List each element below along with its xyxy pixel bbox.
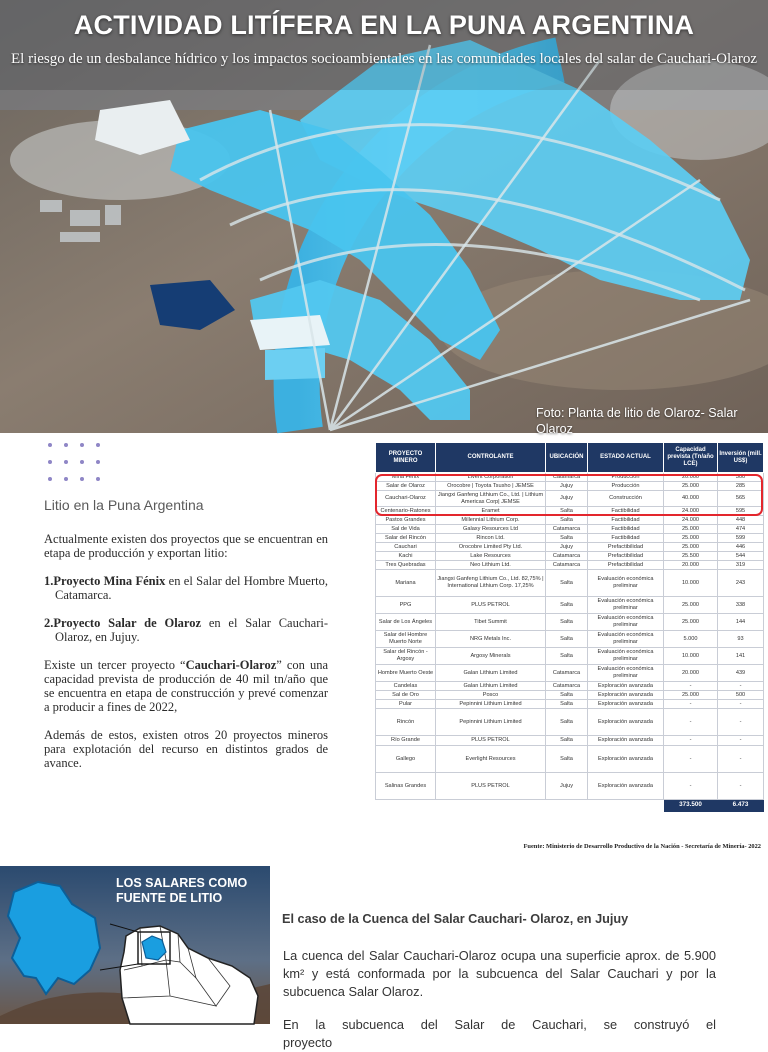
table-cell: Construcción xyxy=(588,491,664,507)
table-row xyxy=(376,736,764,746)
table-cell: 474 xyxy=(718,525,764,534)
table-cell: Tibet Summit xyxy=(436,614,546,631)
lithium-projects-table xyxy=(375,442,764,812)
table-cell: Galan Lithium Limited xyxy=(436,665,546,682)
table-cell: 319 xyxy=(718,561,764,570)
table-body xyxy=(376,473,764,800)
project-item-1 xyxy=(44,574,328,602)
project-item-1-location: en el Salar del Hombre Muerto, Catamarca. xyxy=(55,574,328,602)
table-cell: - xyxy=(718,700,764,709)
table-cell: - xyxy=(718,736,764,746)
table-cell: 565 xyxy=(718,491,764,507)
table-row xyxy=(376,570,764,597)
column-header: Capacidad prevista (Tn/año LCE) xyxy=(664,443,718,473)
table-cell: 144 xyxy=(718,614,764,631)
page-subtitle: El riesgo de un desbalance hídrico y los impactos socioambientales en las comunidades locales del salar de Cauchari-Olaroz xyxy=(11,51,757,67)
table-cell: Orocobre Limited Pty Ltd. xyxy=(436,543,546,552)
table-cell: 93 xyxy=(718,631,764,648)
page-title: ACTIVIDAD LITÍFERA EN LA PUNA ARGENTINA xyxy=(73,10,695,40)
table-cell: 141 xyxy=(718,648,764,665)
table-cell: Sal de Vida xyxy=(376,525,436,534)
column-header: PROYECTO MINERO xyxy=(376,443,436,473)
table-cell: PLUS PETROL xyxy=(436,736,546,746)
table-cell: Evaluación económica preliminar xyxy=(588,631,664,648)
table-cell: Salta xyxy=(546,614,588,631)
table-cell: Eramet xyxy=(436,507,546,516)
case-paragraph-1: La cuenca del Salar Cauchari-Olaroz ocupa una superficie aprox. de 5.900 km² y está conformada por la subcuenca del Salar Cauchari y por la subcuenca Salar Olaroz. xyxy=(283,948,716,999)
table-cell: Salta xyxy=(546,736,588,746)
decorative-dots-icon xyxy=(48,443,104,483)
table-cell: - xyxy=(718,773,764,800)
table-row xyxy=(376,648,764,665)
table-cell: 25.000 xyxy=(664,691,718,700)
table-cell: 25.000 xyxy=(664,525,718,534)
project-item-2-location: en el Salar Cauchari-Olaroz, en Jujuy. xyxy=(55,616,328,644)
table-cell: Salta xyxy=(546,648,588,665)
third-project-text-a: Existe un tercer proyecto “ xyxy=(44,658,186,672)
table-cell: Centenario-Ratones xyxy=(376,507,436,516)
table-cell: Lake Resources xyxy=(436,552,546,561)
table-cell: 24.000 xyxy=(664,516,718,525)
table-cell: Evaluación económica preliminar xyxy=(588,597,664,614)
table-cell: Exploración avanzada xyxy=(588,682,664,691)
table-cell: 285 xyxy=(718,482,764,491)
table-cell: 544 xyxy=(718,552,764,561)
table-cell: 448 xyxy=(718,516,764,525)
table-cell: Salar de Los Ángeles xyxy=(376,614,436,631)
table-cell: Salar de Olaroz xyxy=(376,482,436,491)
table-cell: - xyxy=(664,682,718,691)
other-projects-paragraph: Además de estos, existen otros 20 proyectos mineros para explotación del recurso en distintos grados de avance. xyxy=(44,728,328,770)
table-cell: Jiangxi Ganfeng Lithium Co., Ltd. | Lithium Americas Corp| JEMSE xyxy=(436,491,546,507)
table-cell: 446 xyxy=(718,543,764,552)
table-cell: Factibilidad xyxy=(588,534,664,543)
table-cell: 10.000 xyxy=(664,648,718,665)
table-cell: Catamarca xyxy=(546,473,588,482)
table-row xyxy=(376,473,764,482)
table-header-row xyxy=(376,443,764,473)
intro-text-block xyxy=(44,532,328,784)
column-header: Inversión (mill. US$) xyxy=(718,443,764,473)
table-cell: Factibilidad xyxy=(588,525,664,534)
table-cell: Orocobre | Toyota Tsusho | JEMSE xyxy=(436,482,546,491)
table-cell: - xyxy=(664,746,718,773)
table-cell: 25.000 xyxy=(664,543,718,552)
table-row xyxy=(376,507,764,516)
project-item-1-number: 1. xyxy=(44,574,54,588)
table-cell: - xyxy=(664,709,718,736)
table-cell: Salta xyxy=(546,700,588,709)
table-cell: Sal de Oro xyxy=(376,691,436,700)
table-cell: 5.000 xyxy=(664,631,718,648)
table-cell: PLUS PETROL xyxy=(436,773,546,800)
table-cell: Prefactibilidad xyxy=(588,543,664,552)
table-cell: Exploración avanzada xyxy=(588,691,664,700)
project-item-1-name: Proyecto Mina Fénix xyxy=(53,574,166,588)
table-cell: Kachi xyxy=(376,552,436,561)
table-row xyxy=(376,700,764,709)
table-cell: Rincon Ltd. xyxy=(436,534,546,543)
project-item-2-name: Proyecto Salar de Olaroz xyxy=(53,616,202,630)
third-project-paragraph xyxy=(44,658,328,714)
table-cell: Salinas Grandes xyxy=(376,773,436,800)
table-row xyxy=(376,534,764,543)
table-cell: Factibilidad xyxy=(588,516,664,525)
table-cell: Candelas xyxy=(376,682,436,691)
table-row xyxy=(376,543,764,552)
table-total-row xyxy=(376,800,764,812)
table-cell: 595 xyxy=(718,507,764,516)
project-item-2 xyxy=(44,616,328,644)
table-cell: Salta xyxy=(546,570,588,597)
table-cell: Factibilidad xyxy=(588,507,664,516)
table-cell: Salar del Hombre Muerto Norte xyxy=(376,631,436,648)
table-cell: Evaluación económica preliminar xyxy=(588,665,664,682)
table-cell: Argosy Minerals xyxy=(436,648,546,665)
table-cell: 25.500 xyxy=(664,552,718,561)
table-cell: - xyxy=(718,709,764,736)
table-cell: Cauchari-Olaroz xyxy=(376,491,436,507)
third-project-name: Cauchari-Olaroz xyxy=(185,658,277,672)
table-cell: - xyxy=(718,746,764,773)
table-row xyxy=(376,746,764,773)
table-cell: 20.000 xyxy=(664,473,718,482)
table-row xyxy=(376,709,764,736)
map-title: LOS SALARES COMO FUENTE DE LITIO xyxy=(116,876,248,905)
section-heading: Litio en la Puna Argentina xyxy=(44,497,204,513)
table-cell: 25.000 xyxy=(664,534,718,543)
table-cell: Catamarca xyxy=(546,665,588,682)
table-cell: Jujuy xyxy=(546,491,588,507)
table-cell: Everlight Resources xyxy=(436,746,546,773)
table-cell: Jiangxi Ganfeng Lithium Co., Ltd. 82,75% | International Lithium Corp. 17,25% xyxy=(436,570,546,597)
case-heading: El caso de la Cuenca del Salar Cauchari- Olaroz, en Jujuy xyxy=(282,912,629,926)
table-cell: Mina Fenix xyxy=(376,473,436,482)
table-cell: Exploración avanzada xyxy=(588,700,664,709)
table-cell: 243 xyxy=(718,570,764,597)
table-cell: 20.000 xyxy=(664,665,718,682)
table-row xyxy=(376,682,764,691)
table-cell: Mariana xyxy=(376,570,436,597)
table-source-note: Fuente: Ministerio de Desarrollo Productivo de la Nación - Secretaría de Minería- 2022 xyxy=(523,843,761,850)
table-cell: - xyxy=(664,773,718,800)
table-cell: PPG xyxy=(376,597,436,614)
table-cell: Millennial Lithium Corp. xyxy=(436,516,546,525)
total-investment: 6.473 xyxy=(718,800,764,812)
table-cell: Galan Lithium Limited xyxy=(436,682,546,691)
table-cell: Pastos Grandes xyxy=(376,516,436,525)
table-cell: Salar del Rincón xyxy=(376,534,436,543)
intro-paragraph: Actualmente existen dos proyectos que se encuentran en etapa de producción y exportan litio: xyxy=(44,532,328,560)
table-cell: 599 xyxy=(718,534,764,543)
table-row xyxy=(376,691,764,700)
table-cell: Cauchari xyxy=(376,543,436,552)
table-cell: Prefactibilidad xyxy=(588,552,664,561)
table-cell: Salta xyxy=(546,709,588,736)
hero-photo xyxy=(0,0,768,436)
table-cell: Catamarca xyxy=(546,552,588,561)
table-cell: Rincón xyxy=(376,709,436,736)
table-row xyxy=(376,597,764,614)
table-cell: Producción xyxy=(588,473,664,482)
table-cell: Hombre Muerto Oeste xyxy=(376,665,436,682)
table-cell: Catamarca xyxy=(546,525,588,534)
table-row xyxy=(376,516,764,525)
table-cell: Salta xyxy=(546,691,588,700)
table-row xyxy=(376,561,764,570)
table-cell: Jujuy xyxy=(546,773,588,800)
table-cell: Evaluación económica preliminar xyxy=(588,648,664,665)
table-cell: Salta xyxy=(546,597,588,614)
table-cell: 500 xyxy=(718,691,764,700)
table-cell: Catamarca xyxy=(546,682,588,691)
table-cell: 338 xyxy=(718,597,764,614)
table-row xyxy=(376,552,764,561)
table-cell: Jujuy xyxy=(546,543,588,552)
table-cell: Tres Quebradas xyxy=(376,561,436,570)
table-cell: Salta xyxy=(546,516,588,525)
table-row xyxy=(376,665,764,682)
table-cell: Salta xyxy=(546,534,588,543)
column-header: CONTROLANTE xyxy=(436,443,546,473)
table-cell: Salta xyxy=(546,746,588,773)
table-cell: Producción xyxy=(588,482,664,491)
table-cell: Posco xyxy=(436,691,546,700)
table-cell: 25.000 xyxy=(664,614,718,631)
table-cell: 10.000 xyxy=(664,570,718,597)
table-cell: Pular xyxy=(376,700,436,709)
table-row xyxy=(376,614,764,631)
table-cell: - xyxy=(664,736,718,746)
table-cell: Livent Corporation xyxy=(436,473,546,482)
table-row xyxy=(376,482,764,491)
table-cell: Exploración avanzada xyxy=(588,709,664,736)
column-header: ESTADO ACTUAL xyxy=(588,443,664,473)
third-project-text-b: ” con una capacidad prevista de producción de 40 mil tn/año que se encuentra en etapa de construcción y prevé comenzar a producir a fines de 2022, xyxy=(44,658,328,714)
table-cell: 40.000 xyxy=(664,491,718,507)
table-cell: Prefactibilidad xyxy=(588,561,664,570)
table-cell: 439 xyxy=(718,665,764,682)
table-cell: 25.000 xyxy=(664,482,718,491)
table-cell: Exploración avanzada xyxy=(588,773,664,800)
table-cell: Galaxy Resources Ltd xyxy=(436,525,546,534)
table-cell: - xyxy=(718,682,764,691)
total-spacer xyxy=(376,800,664,812)
table-cell: 20.000 xyxy=(664,561,718,570)
table-cell: - xyxy=(664,700,718,709)
table-cell: Pepinnini Lithium Limited xyxy=(436,700,546,709)
table-row xyxy=(376,773,764,800)
table-cell: Salta xyxy=(546,631,588,648)
table-cell: Río Grande xyxy=(376,736,436,746)
photo-caption: Foto: Planta de litio de Olaroz- Salar Olaroz xyxy=(536,406,738,436)
table-cell: 24.000 xyxy=(664,507,718,516)
table-cell: Jujuy xyxy=(546,482,588,491)
column-header: UBICACIÓN xyxy=(546,443,588,473)
table-cell: 300 xyxy=(718,473,764,482)
table-cell: Exploración avanzada xyxy=(588,736,664,746)
table-row xyxy=(376,631,764,648)
table-cell: Gallego xyxy=(376,746,436,773)
table-cell: 25.000 xyxy=(664,597,718,614)
table-cell: NRG Metals Inc. xyxy=(436,631,546,648)
total-capacity: 373.500 xyxy=(664,800,718,812)
table-row xyxy=(376,491,764,507)
table-cell: Evaluación económica preliminar xyxy=(588,570,664,597)
table-cell: Salar del Rincón - Argosy xyxy=(376,648,436,665)
table-row xyxy=(376,525,764,534)
table-cell: Pepinnini Lithium Limited xyxy=(436,709,546,736)
table-cell: Catamarca xyxy=(546,561,588,570)
table-cell: PLUS PETROL xyxy=(436,597,546,614)
project-item-2-number: 2. xyxy=(44,616,54,630)
table-cell: Evaluación económica preliminar xyxy=(588,614,664,631)
table-cell: Neo Lithium Ltd. xyxy=(436,561,546,570)
case-paragraph-2: En la subcuenca del Salar de Cauchari, se construyó el proyecto xyxy=(283,1017,716,1050)
table-cell: Exploración avanzada xyxy=(588,746,664,773)
table-cell: Salta xyxy=(546,507,588,516)
